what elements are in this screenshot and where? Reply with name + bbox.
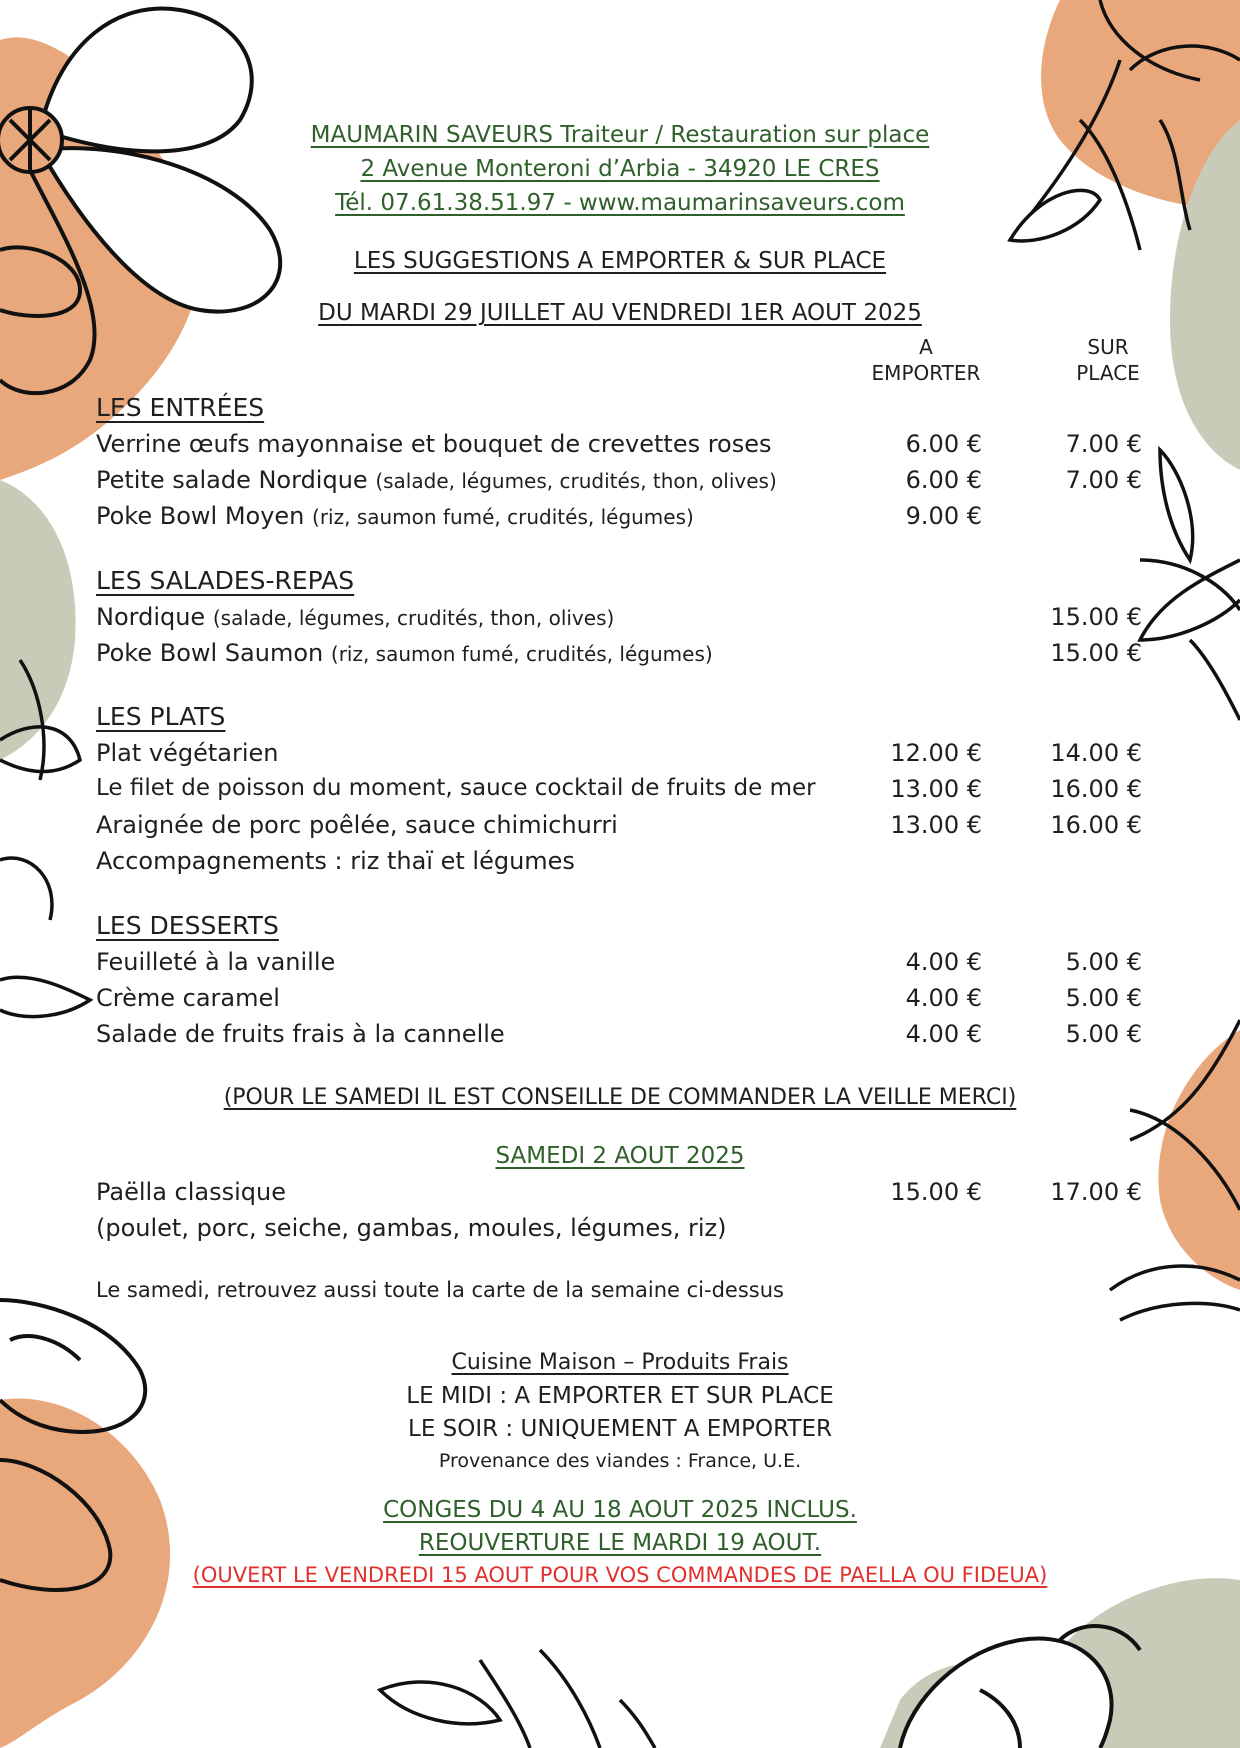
- footer-ouvert-15-aout: (OUVERT LE VENDREDI 15 AOUT POUR VOS COMMANDES DE PAELLA OU FIDEUA): [192, 1563, 1048, 1587]
- footer-cuisine-maison: Cuisine Maison – Produits Frais: [451, 1350, 789, 1375]
- column-header-place-line2: PLACE: [1076, 361, 1140, 385]
- item-name: Salade de fruits frais à la cannelle: [96, 1020, 505, 1048]
- price-emporter: 15.00 €: [890, 1178, 982, 1206]
- item-name-wrap: [96, 502, 694, 530]
- menu-item: [96, 1020, 1146, 1054]
- menu-item: [96, 430, 1146, 464]
- item-description: (salade, légumes, crudités, thon, olives): [212, 606, 615, 630]
- item-name: Araignée de porc poêlée, sauce chimichurri: [96, 811, 618, 839]
- item-name-wrap: [96, 466, 777, 494]
- footer-soir: LE SOIR : UNIQUEMENT A EMPORTER: [408, 1416, 832, 1442]
- price-emporter: 12.00 €: [890, 739, 982, 767]
- footer-conges: CONGES DU 4 AU 18 AOUT 2025 INCLUS.: [383, 1497, 857, 1523]
- section-heading-entrees: LES ENTRÉES: [96, 393, 265, 422]
- item-name-wrap: [96, 603, 614, 631]
- column-header-place-line1: SUR: [1087, 335, 1129, 359]
- item-name: Poke Bowl Saumon: [96, 639, 324, 667]
- price-place: 16.00 €: [1050, 811, 1142, 839]
- section-heading-plats: LES PLATS: [96, 702, 226, 731]
- menu-item: [96, 948, 1146, 982]
- item-description: (riz, saumon fumé, crudités, légumes): [312, 505, 694, 529]
- section-heading-salades: LES SALADES-REPAS: [96, 566, 355, 595]
- price-place: 5.00 €: [1065, 984, 1142, 1012]
- price-emporter: 4.00 €: [905, 948, 982, 976]
- restaurant-address: 2 Avenue Monteroni d’Arbia - 34920 LE CRES: [360, 156, 880, 182]
- menu-title: LES SUGGESTIONS A EMPORTER & SUR PLACE: [353, 248, 887, 274]
- menu-item: [96, 811, 1146, 845]
- price-place: 5.00 €: [1065, 948, 1142, 976]
- saturday-heading: SAMEDI 2 AOUT 2025: [495, 1143, 745, 1169]
- item-name: Paëlla classique: [96, 1178, 286, 1206]
- price-emporter: 13.00 €: [890, 811, 982, 839]
- saturday-order-note: (POUR LE SAMEDI IL EST CONSEILLE DE COMMANDER LA VEILLE MERCI): [223, 1085, 1017, 1110]
- item-name: Nordique: [96, 603, 206, 631]
- item-name: Crème caramel: [96, 984, 280, 1012]
- item-name: Verrine œufs mayonnaise et bouquet de crevettes roses: [96, 430, 772, 458]
- price-place: 16.00 €: [1050, 775, 1142, 803]
- item-name: Le filet de poisson du moment, sauce cocktail de fruits de mer: [96, 775, 816, 801]
- menu-item: [96, 984, 1146, 1018]
- menu-item-saturday-description: [96, 1214, 1146, 1248]
- item-description: (poulet, porc, seiche, gambas, moules, légumes, riz): [96, 1214, 727, 1242]
- item-name: Plat végétarien: [96, 739, 279, 767]
- price-emporter: 6.00 €: [905, 466, 982, 494]
- price-place: 7.00 €: [1065, 430, 1142, 458]
- accompagnements-line: [96, 847, 1146, 881]
- section-heading-desserts: LES DESSERTS: [96, 911, 279, 940]
- price-place: 15.00 €: [1050, 603, 1142, 631]
- price-emporter: 9.00 €: [905, 502, 982, 530]
- column-header-emporter-line2: EMPORTER: [871, 361, 981, 385]
- column-header-place: [1050, 334, 1166, 386]
- accompagnements-text: Accompagnements : riz thaï et légumes: [96, 847, 575, 875]
- menu-item: [96, 603, 1146, 637]
- saturday-carte-note: Le samedi, retrouvez aussi toute la carte de la semaine ci-dessus: [96, 1278, 784, 1302]
- menu-item: [96, 639, 1146, 673]
- item-name-wrap: [96, 639, 713, 667]
- restaurant-name: MAUMARIN SAVEURS Traiteur / Restauration sur place: [310, 122, 930, 148]
- date-range: DU MARDI 29 JUILLET AU VENDREDI 1ER AOUT 2025: [318, 300, 922, 326]
- price-place: 14.00 €: [1050, 739, 1142, 767]
- column-header-emporter: [866, 334, 986, 386]
- item-name: Petite salade Nordique: [96, 466, 368, 494]
- menu-item-saturday: [96, 1178, 1146, 1212]
- price-place: 5.00 €: [1065, 1020, 1142, 1048]
- item-description: (salade, légumes, crudités, thon, olives): [375, 469, 777, 493]
- menu-item: [96, 466, 1146, 500]
- footer-midi: LE MIDI : A EMPORTER ET SUR PLACE: [406, 1383, 834, 1409]
- footer-reouverture: REOUVERTURE LE MARDI 19 AOUT.: [418, 1530, 822, 1556]
- price-emporter: 13.00 €: [890, 775, 982, 803]
- price-place: 7.00 €: [1065, 466, 1142, 494]
- price-emporter: 4.00 €: [905, 984, 982, 1012]
- item-description: (riz, saumon fumé, crudités, légumes): [330, 642, 713, 666]
- menu-item: [96, 739, 1146, 773]
- saturday-carte-note-row: [96, 1278, 1146, 1312]
- item-name: Poke Bowl Moyen: [96, 502, 305, 530]
- column-header-emporter-line1: A: [919, 335, 933, 359]
- restaurant-contact: Tél. 07.61.38.51.97 - www.maumarinsaveurs.com: [335, 190, 905, 216]
- price-place: 17.00 €: [1050, 1178, 1142, 1206]
- price-emporter: 4.00 €: [905, 1020, 982, 1048]
- item-name: Feuilleté à la vanille: [96, 948, 336, 976]
- price-emporter: 6.00 €: [905, 430, 982, 458]
- menu-item: [96, 502, 1146, 536]
- footer-provenance: Provenance des viandes : France, U.E.: [438, 1450, 802, 1472]
- price-place: 15.00 €: [1050, 639, 1142, 667]
- menu-item: [96, 775, 1146, 809]
